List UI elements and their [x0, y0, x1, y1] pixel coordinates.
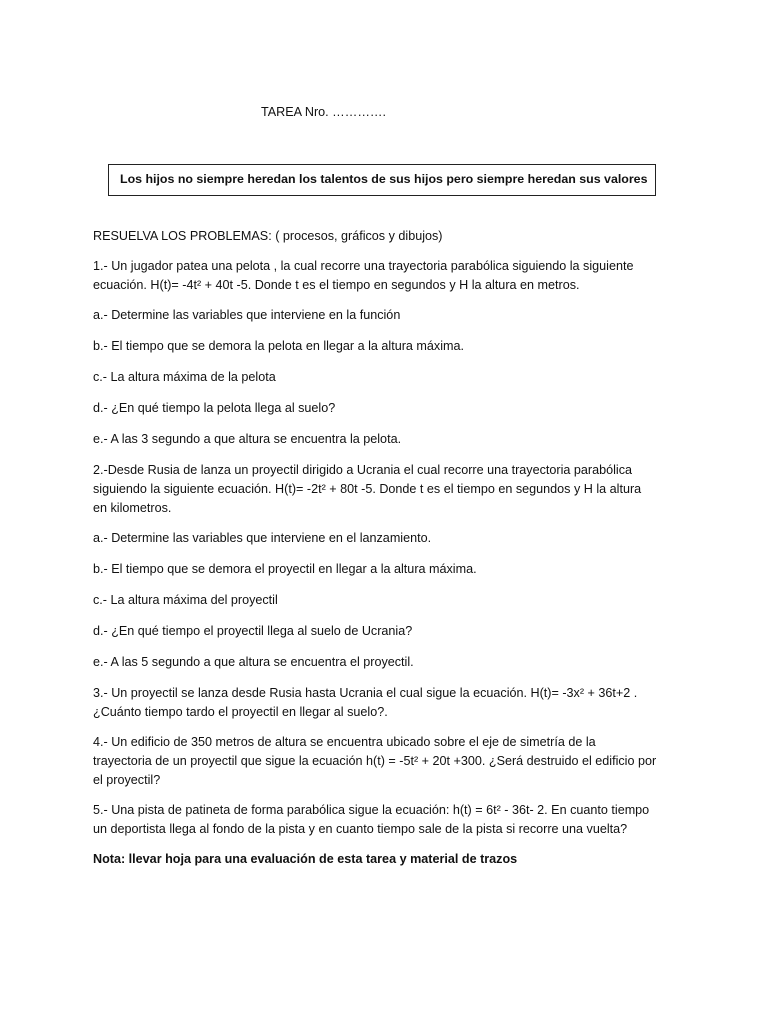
problem-2-item-a: a.- Determine las variables que interviene en el lanzamiento. [93, 531, 432, 545]
problem-1-item-a: a.- Determine las variables que interviene en la función [93, 308, 401, 322]
problem-1-line-1: 1.- Un jugador patea una pelota , la cual recorre una trayectoria parabólica siguiendo la siguiente [93, 259, 634, 273]
problem-2-line-1: 2.-Desde Rusia de lanza un proyectil dirigido a Ucrania el cual recorre una trayectoria parabólica [93, 463, 633, 477]
problem-3-line-2: ¿Cuánto tiempo tardo el proyectil en llegar al suelo?. [93, 705, 388, 719]
problem-2-statement [93, 461, 689, 518]
problem-4-statement [93, 733, 689, 790]
problem-list [93, 227, 689, 880]
instructions: RESUELVA LOS PROBLEMAS: ( procesos, gráficos y dibujos) [93, 229, 443, 243]
problem-2-line-2: siguiendo la siguiente ecuación. H(t)= -2t² + 80t -5. Donde t es el tiempo en segundos y H la altura [93, 482, 642, 496]
problem-1-statement [93, 257, 689, 295]
problem-2-item-d: d.- ¿En qué tiempo el proyectil llega al suelo de Ucrania? [93, 624, 413, 638]
problem-4-line-1: 4.- Un edificio de 350 metros de altura se encuentra ubicado sobre el eje de simetría de la [93, 735, 596, 749]
page-title: TAREA Nro. …………. [261, 105, 387, 119]
problem-5-line-1: 5.- Una pista de patineta de forma parabólica sigue la ecuación: h(t) = 6t² - 36t- 2. En cuanto tiempo [93, 803, 650, 817]
problem-1-item-e: e.- A las 3 segundo a que altura se encuentra la pelota. [93, 432, 402, 446]
problem-2-item-e: e.- A las 5 segundo a que altura se encuentra el proyectil. [93, 655, 414, 669]
problem-1-item-c: c.- La altura máxima de la pelota [93, 370, 276, 384]
problem-1-item-d: d.- ¿En qué tiempo la pelota llega al suelo? [93, 401, 336, 415]
problem-5-statement [93, 801, 689, 839]
problem-3-statement [93, 684, 689, 722]
problem-1-line-2: ecuación. H(t)= -4t² + 40t -5. Donde t es el tiempo en segundos y H la altura en metros. [93, 278, 580, 292]
quote-box: Los hijos no siempre heredan los talentos de sus hijos pero siempre heredan sus valores [108, 164, 656, 196]
problem-2-item-b: b.- El tiempo que se demora el proyectil en llegar a la altura máxima. [93, 562, 477, 576]
problem-2-line-3: en kilometros. [93, 501, 172, 515]
problem-5-line-2: un deportista llega al fondo de la pista y en cuanto tiempo sale de la pista si recorre una vuelta? [93, 822, 628, 836]
problem-2-item-c: c.- La altura máxima del proyectil [93, 593, 278, 607]
note: Nota: llevar hoja para una evaluación de esta tarea y material de trazos [93, 852, 518, 866]
problem-3-line-1: 3.- Un proyectil se lanza desde Rusia hasta Ucrania el cual sigue la ecuación. H(t)= -3x² + 36t+2 . [93, 686, 638, 700]
problem-4-line-3: el proyectil? [93, 773, 161, 787]
problem-4-line-2: trayectoria de un proyectil que sigue la ecuación h(t) = -5t² + 20t +300. ¿Será destruido el edificio por [93, 754, 657, 768]
problem-1-item-b: b.- El tiempo que se demora la pelota en llegar a la altura máxima. [93, 339, 465, 353]
